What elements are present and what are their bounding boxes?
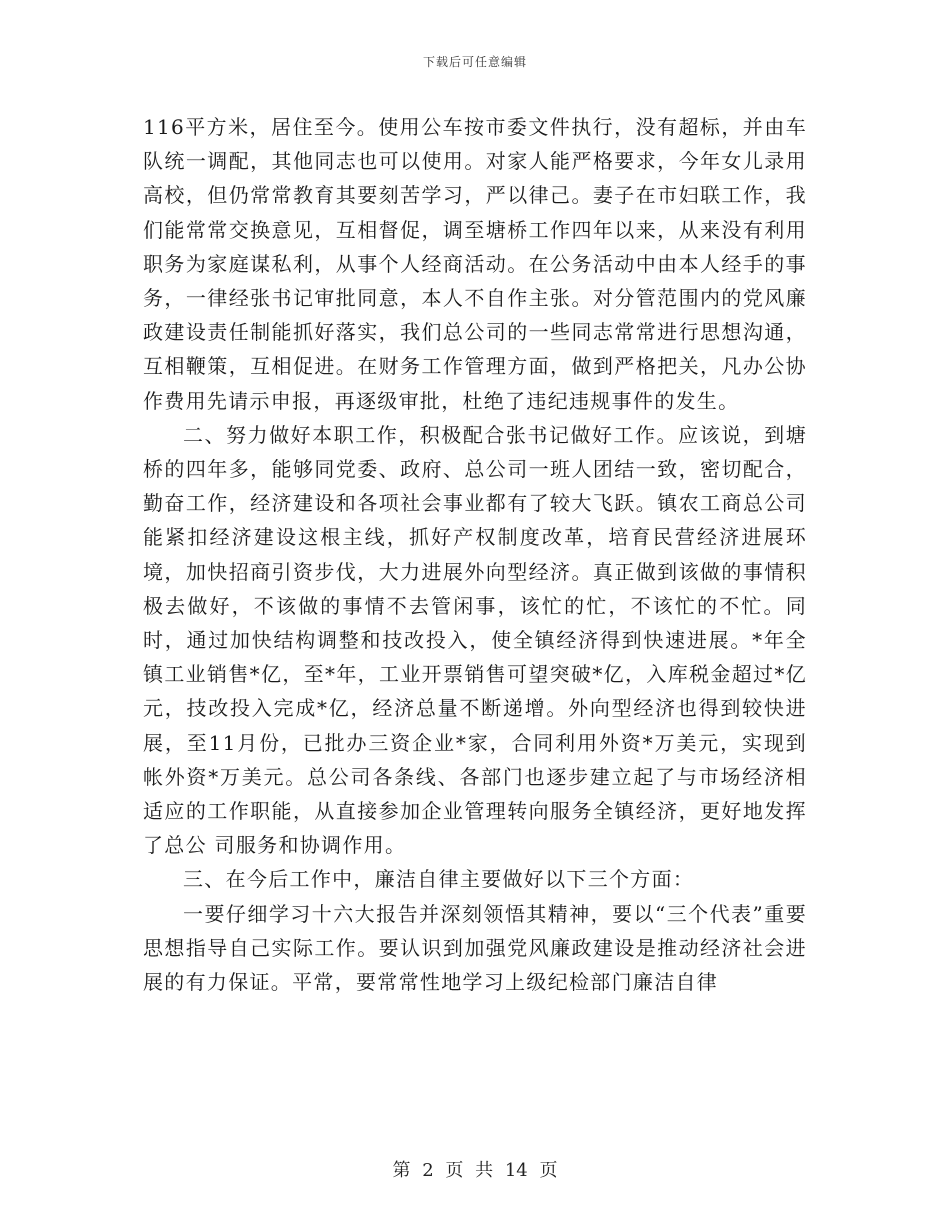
page-header-note: 下载后可任意编辑 — [422, 55, 527, 69]
page-number: 第 2 页 共 14 页 — [392, 1160, 558, 1181]
paragraph-section-two: 二、努力做好本职工作，积极配合张书记做好工作。应该说，到塘桥的四年多，能够同党委、政府、总公司一班人团结一致，密切配合，勤奋工作，经济建设和各项社会事业都有了较大飞跃。镇农工商总公司能紧扣经济建设这根主线，抓好产权制度改革，培育民营经济进展环境，加快招商引资步伐，大力进展外向型经济。真正做到该做的事情积极去做好，不该做的事情不去管闲事，该忙的忙，不该忙的不忙。同时，通过加快结构调整和技改投入，使全镇经济得到快速进展。*年全镇工业销售*亿，至*年，工业开票销售可望突破*亿，入库税金超过*亿元，技改投入完成*亿，经济总量不断递增。外向型经济也得到较快进展，至11月份，已批办三资企业*家，合同利用外资*万美元，实现到帐外资*万美元。总公司各条线、各部门也逐步建立起了与市场经济相适应的工作职能，从直接参加企业管理转向服务全镇经济，更好地发挥了总公 司服务和协调作用。 — [143, 422, 807, 858]
paragraph-continuation: 116平方米，居住至今。使用公车按市委文件执行，没有超标，并由车队统一调配，其他同志也可以使用。对家人能严格要求，今年女儿录用高校，但仍常常教育其要刻苦学习，严以律己。妻子在市妇联工作，我们能常常交换意见，互相督促，调至塘桥工作四年以来，从来没有利用职务为家庭谋私利，从事个人经商活动。在公务活动中由本人经手的事务，一律经张书记审批同意，本人不自作主张。对分管范围内的党风廉政建设责任制能抓好落实，我们总公司的一些同志常常进行思想沟通，互相鞭策，互相促进。在财务工作管理方面，做到严格把关，凡办公协作费用先请示申报，再逐级审批，杜绝了违纪违规事件的发生。 — [143, 115, 807, 413]
paragraph-section-three-heading: 三、在今后工作中，廉洁自律主要做好以下三个方面： — [183, 867, 695, 892]
document-body — [143, 110, 807, 999]
paragraph-item-one: 一要仔细学习十六大报告并深刻领悟其精神，要以“三个代表”重要思想指导自己实际工作。要认识到加强党风廉政建设是推动经济社会进展的有力保证。平常，要常常性地学习上级纪检部门廉洁自律 — [143, 901, 807, 995]
